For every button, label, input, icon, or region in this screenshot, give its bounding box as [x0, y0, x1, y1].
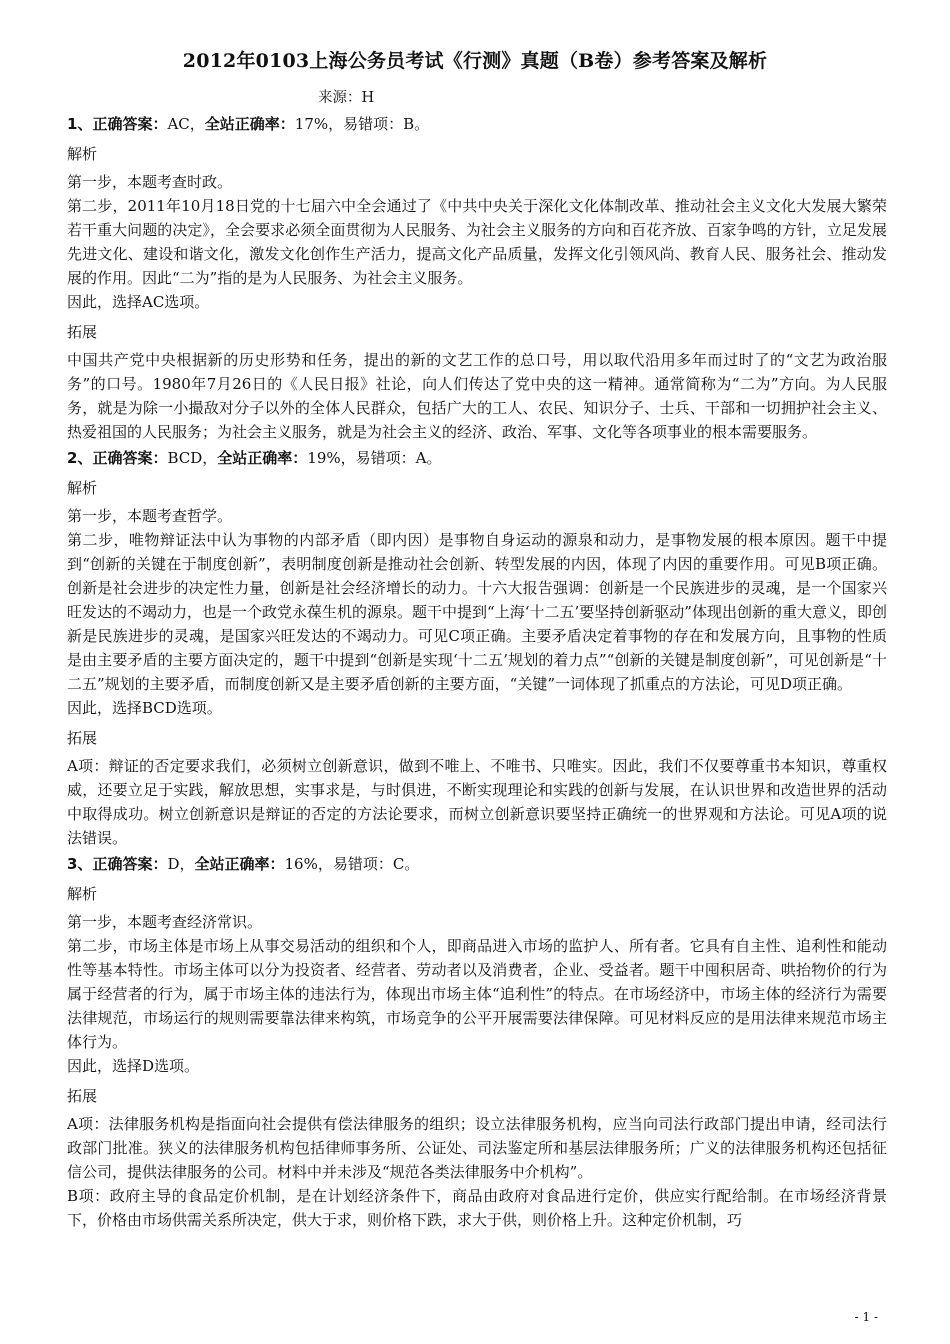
answer-line: 2、正确答案：BCD，全站正确率：19%，易错项：A。 — [67, 449, 442, 467]
analysis-paragraph: 因此，选择BCD选项。 — [67, 699, 222, 717]
page-number: - 1 - — [854, 1310, 878, 1324]
analysis-paragraph: 第二步，唯物辩证法中认为事物的内部矛盾（即内因）是事物自身运动的源泉和动力，是事物发展的根本原因。题干中提到“创新的关键在于制度创新”，表明制度创新是推动社会创新、转型发展的内因，体现了内因的重要作用。可见B项正确。创新是社会进步的决定性力量，创新是社会经济增长的动力。十六大报告强调：创新是一个民族进步的灵魂，是一个国家兴旺发达的不竭动力，也是一个政党永葆生机的源泉。题干中提到“上海‘十二五’要坚持创新驱动”体现出创新的重大意义，即创新是民族进步的灵魂，是国家兴旺发达的不竭动力。可见C项正确。主要矛盾决定着事物的存在和发展方向，且事物的性质是由主要矛盾的主要方面决定的，题干中提到“创新是实现‘十二五’规划的着力点”“创新的关键是制度创新”，可见创新是“十二五”规划的主要矛盾，而制度创新又是主要矛盾创新的主要方面，“关键”一词体现了抓重点的方法论，可见D项正确。 — [67, 531, 887, 693]
question-block-2 — [67, 446, 887, 850]
question-block-1 — [67, 112, 887, 444]
analysis-paragraph: 因此，选择AC选项。 — [67, 293, 210, 311]
document-source: 来源：H — [318, 90, 375, 106]
analysis-label: 解析 — [67, 145, 98, 163]
question-block-3 — [67, 852, 887, 1232]
analysis-paragraph: 第一步，本题考查经济常识。 — [67, 913, 263, 931]
extension-paragraph: B项：政府主导的食品定价机制，是在计划经济条件下，商品由政府对食品进行定价，供应实行配给制。在市场经济背景下，价格由市场供需关系所决定，供大于求，则价格下跌，求大于供，则价格上升。这种定价机制，巧 — [67, 1187, 887, 1229]
document-body — [67, 110, 887, 1232]
extension-paragraph: 中国共产党中央根据新的历史形势和任务，提出的新的文艺工作的总口号，用以取代沿用多年而过时了的“文艺为政治服务”的口号。1980年7月26日的《人民日报》社论，向人们传达了党中央的这一精神。通常简称为“二为”方向。为人民服务，就是为除一小撮敌对分子以外的全体人民群众，包括广大的工人、农民、知识分子、士兵、干部和一切拥护社会主义、热爱祖国的人民服务；为社会主义服务，就是为社会主义的经济、政治、军事、文化等各项事业的根本需要服务。 — [67, 351, 887, 441]
analysis-label: 解析 — [67, 479, 98, 497]
analysis-paragraph: 因此，选择D选项。 — [67, 1057, 200, 1075]
answer-line: 3、正确答案：D，全站正确率：16%，易错项：C。 — [67, 855, 420, 873]
extension-label: 拓展 — [67, 1087, 98, 1105]
extension-paragraph: A项：法律服务机构是指面向社会提供有偿法律服务的组织；设立法律服务机构，应当向司法行政部门提出申请，经司法行政部门批准。狭义的法律服务机构包括律师事务所、公证处、司法鉴定所和基层法律服务所；广义的法律服务机构还包括征信公司，提供法律服务的公司。材料中并未涉及“规范各类法律服务中介机构”。 — [67, 1115, 887, 1181]
answer-line: 1、正确答案：AC，全站正确率：17%，易错项：B。 — [67, 115, 430, 133]
analysis-paragraph: 第二步，2011年10月18日党的十七届六中全会通过了《中共中央关于深化文化体制改革、推动社会主义文化大发展大繁荣若干重大问题的决定》，全会要求必须全面贯彻为人民服务、为社会主义服务的方向和百花齐放、百家争鸣的方针，立足发展先进文化、建设和谐文化，激发文化创作生产活力，提高文化产品质量，发挥文化引领风尚、教育人民、服务社会、推动发展的作用。因此“二为”指的是为人民服务、为社会主义服务。 — [67, 197, 887, 287]
analysis-paragraph: 第一步，本题考查时政。 — [67, 173, 233, 191]
extension-label: 拓展 — [67, 729, 98, 747]
analysis-paragraph: 第一步，本题考查哲学。 — [67, 507, 233, 525]
analysis-paragraph: 第二步，市场主体是市场上从事交易活动的组织和个人，即商品进入市场的监护人、所有者。它具有自主性、追利性和能动性等基本特性。市场主体可以分为投资者、经营者、劳动者以及消费者，企业、受益者。题干中囤积居奇、哄抬物价的行为属于经营者的行为，属于市场主体的违法行为，体现出市场主体“追利性”的特点。在市场经济中，市场主体的经济行为需要法律规范，市场运行的规则需要靠法律来构筑，市场竞争的公平开展需要法律保障。可见材料反应的是用法律来规范市场主体行为。 — [67, 937, 887, 1051]
analysis-label: 解析 — [67, 885, 98, 903]
document-title: 2012年0103上海公务员考试《行测》真题（B卷）参考答案及解析 — [182, 50, 768, 72]
extension-paragraph: A项：辩证的否定要求我们，必须树立创新意识，做到不唯上、不唯书、只唯实。因此，我们不仅要尊重书本知识，尊重权威，还要立足于实践，解放思想，实事求是，与时俱进，不断实现理论和实践的创新与发展，在认识世界和改造世界的活动中取得成功。树立创新意识是辩证的否定的方法论要求，而树立创新意识要坚持正确统一的世界观和方法论。可见A项的说法错误。 — [67, 757, 887, 847]
extension-label: 拓展 — [67, 323, 98, 341]
